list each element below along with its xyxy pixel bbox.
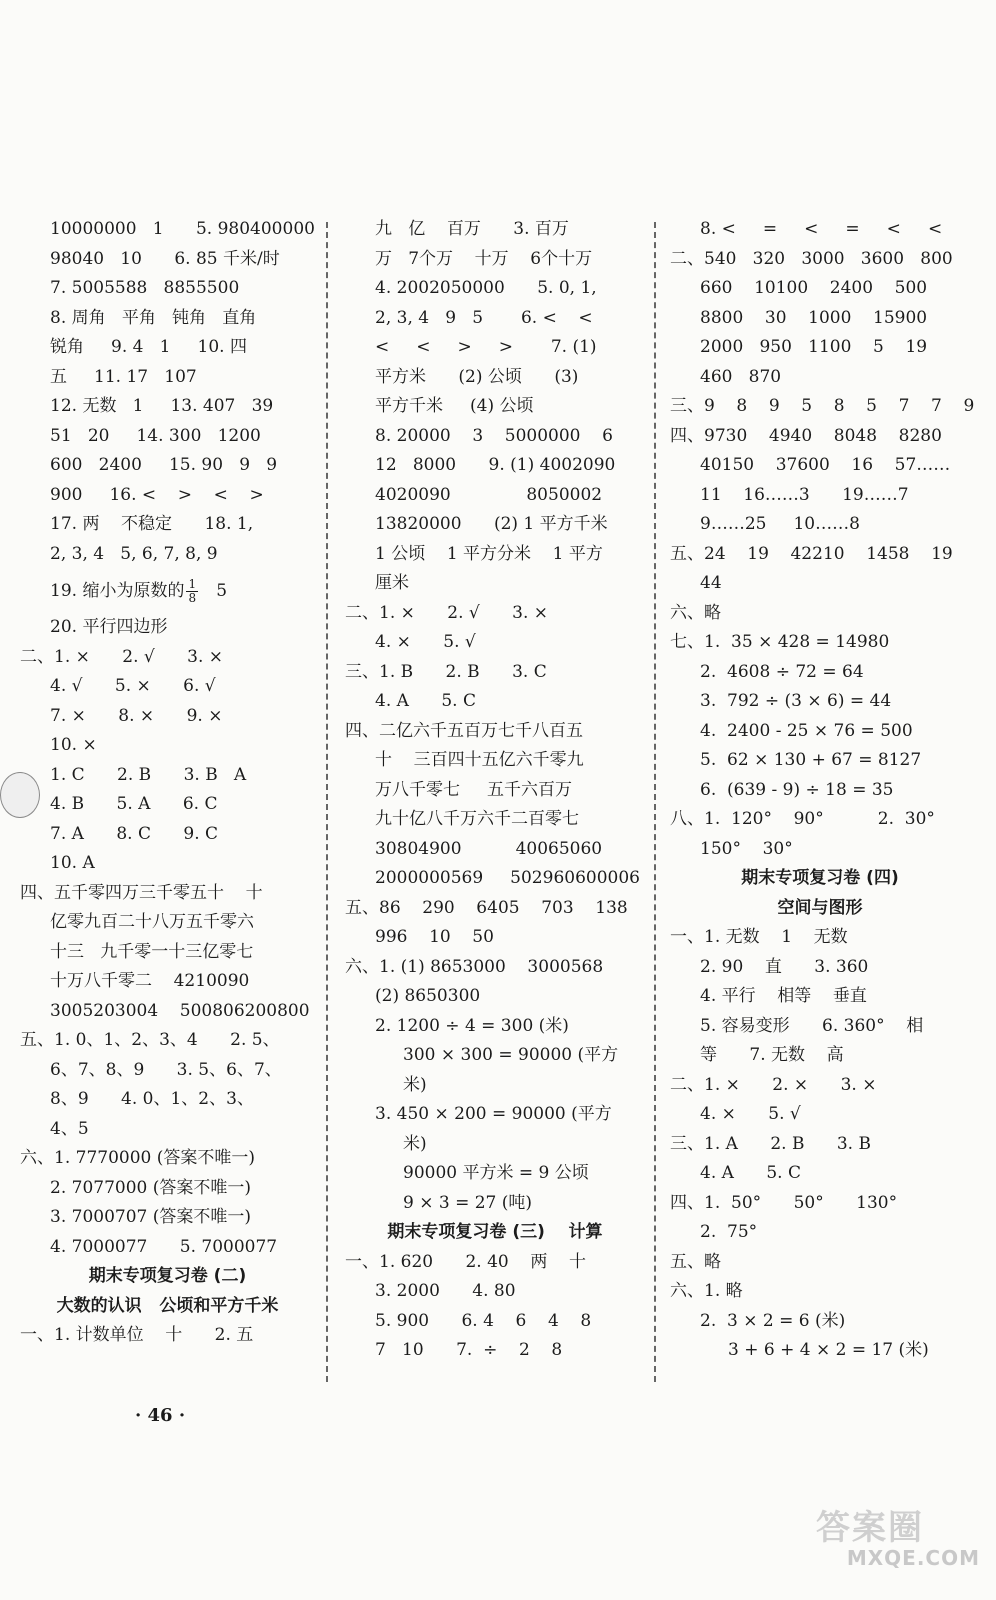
answer-line: 20. 平行四边形 xyxy=(50,617,168,637)
column-divider-left xyxy=(326,222,328,1382)
answer-line: 8. 20000 3 5000000 6 xyxy=(375,425,613,446)
answer-line: 五 11. 17 107 xyxy=(50,366,197,387)
answer-line: 四、1. 50° 50° 130° xyxy=(670,1192,898,1213)
answer-line: 8. < = < = < < xyxy=(700,219,943,239)
answer-line: 七、1. 35 × 428 = 14980 xyxy=(670,632,890,652)
answer-line: 900 16. < > < > xyxy=(50,484,264,505)
answer-line: 等 7. 无数 高 xyxy=(700,1045,844,1065)
answer-line: 4. 2002050000 5. 0, 1, xyxy=(375,278,597,298)
answer-line: 2000000569 502960600006 xyxy=(375,868,640,888)
answer-line: 二、540 320 3000 3600 800 xyxy=(670,248,953,269)
answer-line: 2, 3, 4 9 5 6. < < xyxy=(375,307,593,328)
answer-line: 1. C 2. B 3. B A xyxy=(50,764,247,785)
answer-line: 八、1. 120° 90° 2. 30° xyxy=(670,809,935,829)
page-number: · 46 · xyxy=(135,1405,186,1426)
answer-line: 二、1. × 2. × 3. × xyxy=(670,1074,877,1095)
section-heading: 期末专项复习卷 (三) 计算 xyxy=(387,1222,603,1242)
answer-line: 4. B 5. A 6. C xyxy=(50,794,218,814)
answer-line: 30804900 40065060 xyxy=(375,838,603,859)
answer-line: 4. A 5. C xyxy=(700,1163,801,1183)
answer-line: 米) xyxy=(403,1133,427,1154)
answer-line: 44 xyxy=(700,573,722,593)
fraction-denominator: 8 xyxy=(188,591,197,605)
answer-line: 四、二亿六千五百万七千八百五 xyxy=(345,720,583,741)
answer-column-2 xyxy=(345,215,645,1366)
answer-line: 六、1. 7770000 (答案不唯一) xyxy=(20,1148,256,1168)
answer-line: 4、5 xyxy=(50,1118,89,1139)
answer-line: 九 亿 百万 3. 百万 xyxy=(375,219,569,239)
answer-line: 三、1. A 2. B 3. B xyxy=(670,1133,871,1154)
answer-line: 一、1. 计数单位 十 2. 五 xyxy=(20,1325,254,1345)
watermark-logo xyxy=(806,1500,986,1570)
answer-line: 150° 30° xyxy=(700,838,793,859)
answer-line: 1 公顷 1 平方分米 1 平方 xyxy=(375,543,603,564)
answer-line: 四、五千零四万三千零五十 十 xyxy=(20,882,263,903)
answer-line: 3. 2000 4. 80 xyxy=(375,1281,516,1301)
answer-line: 4. A 5. C xyxy=(375,691,476,711)
answer-line: 六、1. (1) 8653000 3000568 xyxy=(345,956,604,977)
answer-line: 460 870 xyxy=(700,366,782,387)
answer-line: 8、9 4. 0、1、2、3、 xyxy=(50,1089,254,1109)
answer-line: 六、1. 略 xyxy=(670,1281,743,1301)
answer-line: 4. 7000077 5. 7000077 xyxy=(50,1236,278,1257)
answer-line: 2. 1200 ÷ 4 = 300 (米) xyxy=(375,1015,569,1036)
answer-line: 51 20 14. 300 1200 xyxy=(50,425,261,446)
answer-line: 五、24 19 42210 1458 19 xyxy=(670,543,953,564)
answer-line: 90000 平方米 = 9 公顷 xyxy=(403,1163,589,1183)
answer-line-with-fraction xyxy=(20,569,315,613)
answer-line: 2. 90 直 3. 360 xyxy=(700,956,869,977)
answer-line: 万 7个万 十万 6个十万 xyxy=(375,248,593,269)
answer-line: 4. 平行 相等 垂直 xyxy=(700,986,867,1006)
answer-line: 3. 450 × 200 = 90000 (平方 xyxy=(375,1104,612,1124)
answer-line: 996 10 50 xyxy=(375,927,494,947)
answer-line: 5. 900 6. 4 6 4 8 xyxy=(375,1310,592,1331)
answer-line: 三、9 8 9 5 8 5 7 7 9 xyxy=(670,396,975,416)
answer-line: 三、1. B 2. B 3. C xyxy=(345,661,547,682)
answer-line: 平方千米 (4) 公顷 xyxy=(375,396,534,416)
answer-line: 5. 62 × 130 + 67 = 8127 xyxy=(700,750,922,770)
answer-line: < < > > 7. (1) xyxy=(375,337,597,357)
fraction-suffix: 5 xyxy=(200,581,228,601)
answer-line: 2. 7077000 (答案不唯一) xyxy=(50,1177,252,1198)
answer-line: 300 × 300 = 90000 (平方 xyxy=(403,1045,619,1065)
answer-line: 4. 2400 - 25 × 76 = 500 xyxy=(700,720,913,741)
answer-line: 2. 3 × 2 = 6 (米) xyxy=(700,1310,846,1331)
answer-line: 10. × xyxy=(50,735,97,755)
answer-line: 8. 周角 平角 钝角 直角 xyxy=(50,307,257,328)
answer-line: 7. 5005588 8855500 xyxy=(50,278,240,298)
section-heading: 期末专项复习卷 (四) xyxy=(741,868,899,888)
answer-line: 9 × 3 = 27 (吨) xyxy=(403,1192,533,1213)
fraction xyxy=(186,578,198,605)
answer-line: 一、1. 620 2. 40 两 十 xyxy=(345,1251,586,1272)
answer-line: 六、略 xyxy=(670,602,721,623)
answer-line: 7. A 8. C 9. C xyxy=(50,823,219,844)
answer-line: 3. 7000707 (答案不唯一) xyxy=(50,1207,252,1227)
answer-line: 3 + 6 + 4 × 2 = 17 (米) xyxy=(728,1340,929,1360)
answer-line: 亿零九百二十八万五千零六 xyxy=(50,912,254,932)
answer-line: 98040 10 6. 85 千米/时 xyxy=(50,248,280,269)
answer-line: 一、1. 无数 1 无数 xyxy=(670,927,848,947)
answer-line: 平方米 (2) 公顷 (3) xyxy=(375,366,579,387)
answer-line: 40150 37600 16 57…… xyxy=(700,455,951,475)
section-subheading: 大数的认识 公顷和平方千米 xyxy=(56,1295,279,1316)
answer-line: 600 2400 15. 90 9 9 xyxy=(50,455,278,475)
section-subheading: 空间与图形 xyxy=(777,897,863,918)
answer-column-3 xyxy=(670,215,975,1366)
answer-line: 13820000 (2) 1 平方千米 xyxy=(375,514,608,534)
watermark-logo-text: 答案圈 xyxy=(816,1508,924,1548)
answer-line: 二、1. × 2. √ 3. × xyxy=(20,646,224,667)
answer-line: 十万八千零二 4210090 xyxy=(50,971,250,991)
answer-line: 10. A xyxy=(50,853,95,873)
answer-line: 11 16……3 19……7 xyxy=(700,484,909,505)
answer-line: 2. 75° xyxy=(700,1222,758,1242)
answer-line: 660 10100 2400 500 xyxy=(700,278,928,298)
answer-line: 12 8000 9. (1) 4002090 xyxy=(375,455,616,475)
answer-line: 2, 3, 4 5, 6, 7, 8, 9 xyxy=(50,543,218,564)
answer-line: 十三 九千零一十三亿零七 xyxy=(50,941,254,962)
answer-line: 五、86 290 6405 703 138 xyxy=(345,897,628,918)
answer-line: 四、9730 4940 8048 8280 xyxy=(670,425,942,446)
answer-line: 万八千零七 五千六百万 xyxy=(375,779,573,800)
answer-line: 米) xyxy=(403,1074,427,1095)
fraction-numerator: 1 xyxy=(188,577,197,591)
watermark-url: MXQE.COM xyxy=(846,1546,980,1570)
answer-line: 五、1. 0、1、2、3、4 2. 5、 xyxy=(20,1030,280,1050)
answer-line: 3005203004 500806200800 xyxy=(50,1000,310,1021)
answer-line: 5. 容易变形 6. 360° 相 xyxy=(700,1015,924,1036)
answer-column-1 xyxy=(20,215,315,1351)
answer-line: 十 三百四十五亿六千零九 xyxy=(375,750,584,770)
answer-line: 9……25 10……8 xyxy=(700,514,860,534)
answer-line: 6、7、8、9 3. 5、6、7、 xyxy=(50,1059,282,1080)
answer-line: (2) 8650300 xyxy=(375,986,481,1006)
answer-line: 4. × 5. √ xyxy=(700,1104,801,1124)
answer-line: 二、1. × 2. √ 3. × xyxy=(345,602,549,623)
answer-line: 3. 792 ÷ (3 × 6) = 44 xyxy=(700,691,892,711)
answer-line: 锐角 9. 4 1 10. 四 xyxy=(50,337,247,357)
answer-line: 2. 4608 ÷ 72 = 64 xyxy=(700,661,864,682)
answer-line: 五、略 xyxy=(670,1251,721,1272)
answer-line: 4. √ 5. × 6. √ xyxy=(50,676,216,696)
answer-line: 九十亿八千万六千二百零七 xyxy=(375,809,579,829)
answer-line: 10000000 1 5. 980400000 xyxy=(50,219,315,239)
answer-line: 8800 30 1000 15900 xyxy=(700,307,928,328)
answer-line: 17. 两 不稳定 18. 1, xyxy=(50,514,254,534)
answer-line: 2000 950 1100 5 19 xyxy=(700,337,928,357)
answer-line: 厘米 xyxy=(375,573,409,593)
section-heading: 期末专项复习卷 (二) xyxy=(88,1266,247,1286)
answer-line: 6. (639 - 9) ÷ 18 = 35 xyxy=(700,779,894,800)
answer-line: 7. × 8. × 9. × xyxy=(50,705,223,726)
answer-line: 7 10 7. ÷ 2 8 xyxy=(375,1340,563,1360)
fraction-prefix: 19. 缩小为原数的 xyxy=(50,581,185,601)
column-divider-right xyxy=(654,222,656,1382)
answer-line: 4020090 8050002 xyxy=(375,484,603,505)
answer-line: 4. × 5. √ xyxy=(375,632,476,652)
answer-line: 12. 无数 1 13. 407 39 xyxy=(50,396,274,416)
